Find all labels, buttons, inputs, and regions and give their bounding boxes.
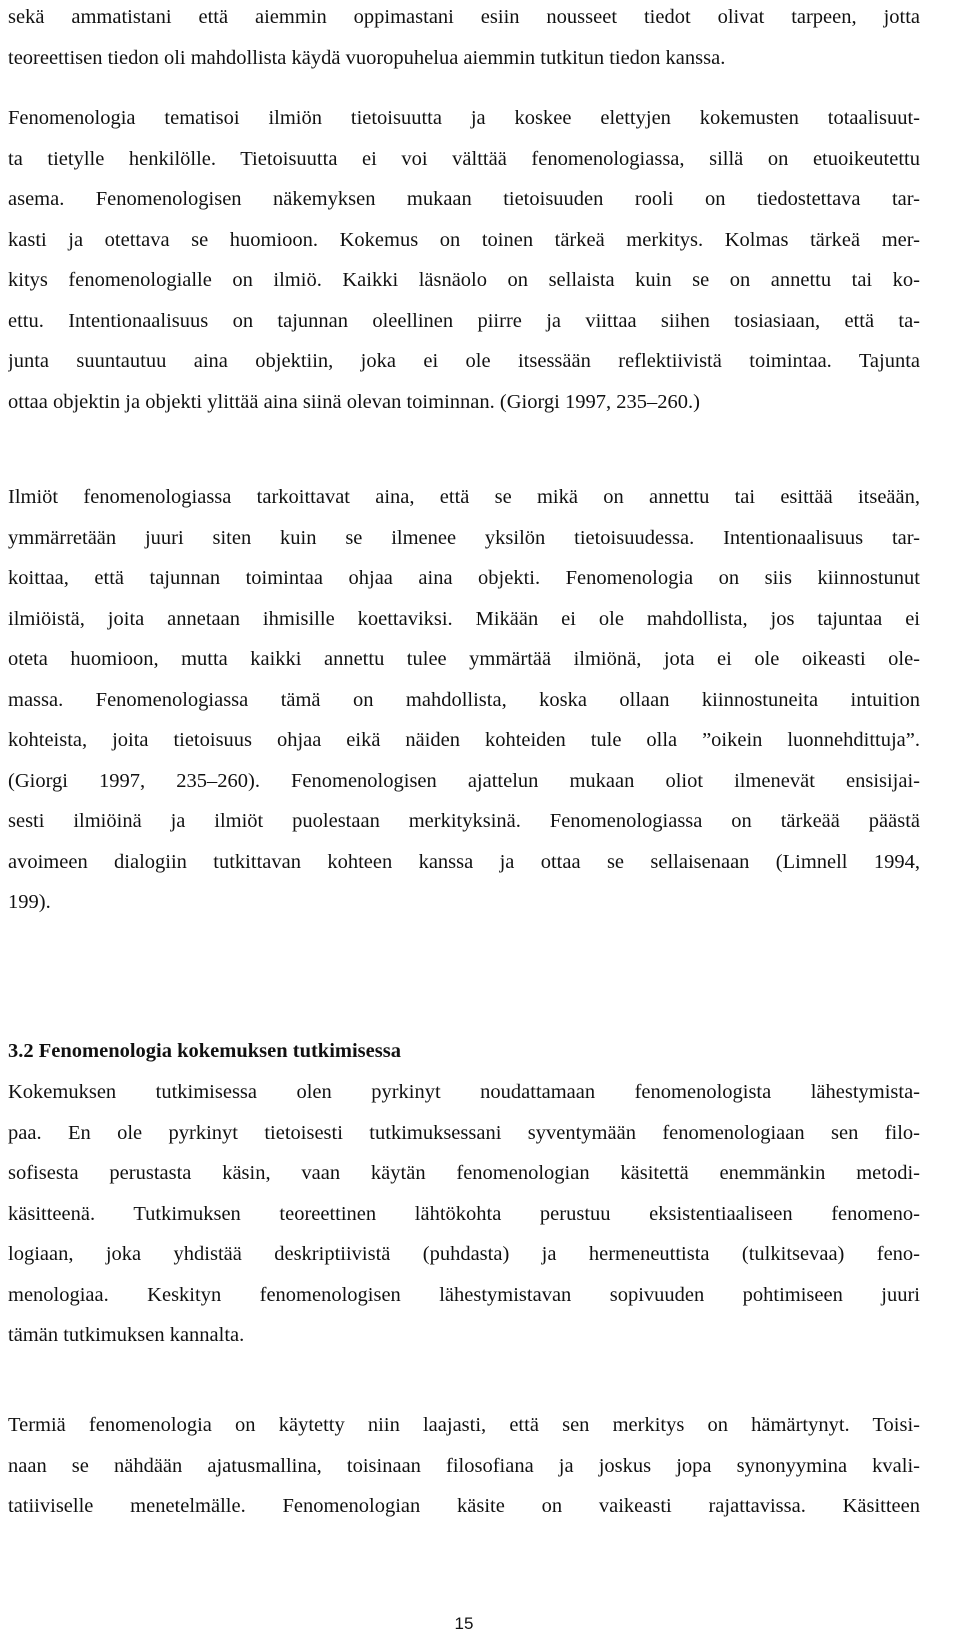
text-line: ettu. Intentionaalisuus on tajunnan oleellinen piirre ja viittaa siihen tosiasiaan, että ta- bbox=[8, 309, 920, 332]
text-line: Termiä fenomenologia on käytetty niin laajasti, että sen merkitys on hämärtynyt. Toisi- bbox=[8, 1414, 920, 1436]
text-line: ta tietylle henkilölle. Tietoisuutta ei voi välttää fenomenologiassa, sillä on etuoikeutettu bbox=[8, 147, 920, 170]
text-line: menologiaa. Keskityn fenomenologisen lähestymistavan sopivuuden pohtimiseen juuri bbox=[8, 1283, 920, 1306]
text-line: junta suuntautuu aina objektiin, joka ei ole itsessään reflektiivistä toimintaa. Tajunta bbox=[8, 350, 920, 372]
text-line: sofisesta perustasta käsin, vaan käytän fenomenologian käsitettä enemmänkin metodi- bbox=[8, 1162, 920, 1184]
text-line: kohteista, joita tietoisuus ohjaa eikä näiden kohteiden tule olla ”oikein luonnehdittuja”. bbox=[8, 729, 920, 751]
text-line: tämän tutkimuksen kannalta. bbox=[8, 1324, 245, 1346]
paragraph bbox=[8, 477, 920, 923]
text-line: naan se nähdään ajatusmallina, toisinaan filosofiana ja joskus jopa synonyymina kvali- bbox=[8, 1454, 920, 1477]
text-line: tatiiviselle menetelmälle. Fenomenologian käsite on vaikeasti rajattavissa. Käsitteen bbox=[8, 1495, 920, 1517]
paragraph bbox=[8, 1405, 920, 1527]
text-line: koittaa, että tajunnan toimintaa ohjaa aina objekti. Fenomenologia on siis kiinnostunut bbox=[8, 567, 920, 589]
text-line: ilmiöistä, joita annetaan ihmisille koettaviksi. Mikään ei ole mahdollista, jos tajuntaa ei bbox=[8, 607, 920, 630]
text-line: ottaa objektin ja objekti ylittää aina siinä olevan toiminnan. (Giorgi 1997, 235–260.) bbox=[8, 390, 700, 413]
text-line: teoreettisen tiedon oli mahdollista käydä vuoropuhelua aiemmin tutkitun tiedon kanssa. bbox=[8, 46, 726, 69]
text-line: Kokemuksen tutkimisessa olen pyrkinyt noudattamaan fenomenologista lähestymista- bbox=[8, 1081, 920, 1103]
text-line: 199). bbox=[8, 891, 51, 913]
section-title: 3.2 Fenomenologia kokemuksen tutkimisessa bbox=[8, 1040, 401, 1062]
text-line: sekä ammatistani että aiemmin oppimastani esiin nousseet tiedot olivat tarpeen, jotta bbox=[8, 6, 920, 28]
text-line: ymmärretään juuri siten kuin se ilmenee yksilön tietoisuudessa. Intentionaalisuus tar- bbox=[8, 526, 920, 549]
text-line: oteta huomioon, mutta kaikki annettu tulee ymmärtää ilmiönä, jota ei ole oikeasti ole- bbox=[8, 648, 920, 670]
text-line: logiaan, joka yhdistää deskriptiivistä (puhdasta) ja hermeneuttista (tulkitsevaa) feno- bbox=[8, 1243, 920, 1265]
text-line: massa. Fenomenologiassa tämä on mahdollista, koska ollaan kiinnostuneita intuition bbox=[8, 688, 920, 711]
document-page bbox=[8, 0, 920, 1640]
section-heading bbox=[8, 1031, 920, 1072]
text-line: paa. En ole pyrkinyt tietoisesti tutkimuksessani syventymään fenomenologiaan sen filo- bbox=[8, 1121, 920, 1144]
text-line: sesti ilmiöinä ja ilmiöt puolestaan merkityksinä. Fenomenologiassa on tärkeää päästä bbox=[8, 810, 920, 832]
text-line: Fenomenologia tematisoi ilmiön tietoisuutta ja koskee elettyjen kokemusten totaalisuut- bbox=[8, 107, 920, 129]
paragraph bbox=[8, 0, 920, 78]
text-line: käsitteenä. Tutkimuksen teoreettinen lähtökohta perustuu eksistentiaaliseen fenomeno- bbox=[8, 1202, 920, 1225]
text-line: kasti ja otettava se huomioon. Kokemus on toinen tärkeä merkitys. Kolmas tärkeä mer- bbox=[8, 228, 920, 251]
text-line: avoimeen dialogiin tutkittavan kohteen kanssa ja ottaa se sellaisenaan (Limnell 1994, bbox=[8, 850, 920, 873]
text-line: asema. Fenomenologisen näkemyksen mukaan tietoisuuden rooli on tiedostettava tar- bbox=[8, 188, 920, 210]
paragraph bbox=[8, 1072, 920, 1356]
text-line: kitys fenomenologialle on ilmiö. Kaikki läsnäolo on sellaista kuin se on annettu tai ko- bbox=[8, 269, 920, 291]
page-number: 15 bbox=[454, 1614, 474, 1633]
text-line: (Giorgi 1997, 235–260). Fenomenologisen ajattelun mukaan oliot ilmenevät ensisijai- bbox=[8, 769, 920, 792]
paragraph bbox=[8, 98, 920, 422]
text-line: Ilmiöt fenomenologiassa tarkoittavat aina, että se mikä on annettu tai esittää itseään, bbox=[8, 486, 920, 508]
